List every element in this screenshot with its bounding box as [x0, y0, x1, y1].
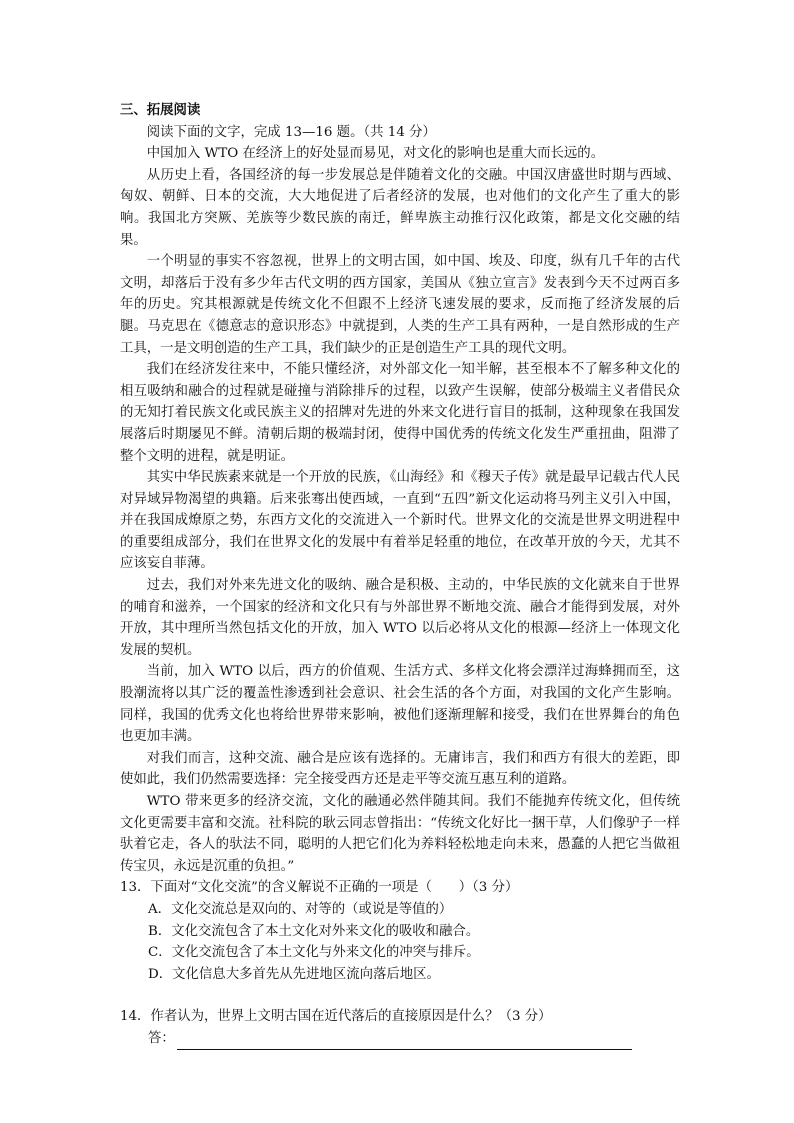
article-paragraph: 当前，加入 WTO 以后，西方的价值观、生活方式、多样文化将会漂洋过海蜂拥而至，这股潮流将以其广泛的覆盖性渗透到社会意识、社会生活的各个方面，对我国的文化产生影响。同样，我国的优秀文化也将给世界带来影响，被他们逐渐理解和接受，我们在世界舞台的角色也更加丰满。: [120, 664, 680, 745]
question-13: [120, 877, 680, 985]
article-paragraph: 一个明显的事实不容忽视，世界上的文明古国，如中国、埃及、印度，纵有几千年的古代文明，却落后于没有多少年古代文明的西方国家，美国从《独立宣言》发表到今天不过两百多年的历史。究其根源就是传统文化不但跟不上经济飞速发展的要求，反而拖了经济发展的后腿。马克思在《德意志的意识形态》中就提到，人类的生产工具有两种，一是自然形成的生产工具，一是文明创造的生产工具，我们缺少的正是创造生产工具的现代文明。: [120, 254, 680, 356]
question-13-stem: 13．下面对“文化交流”的含义解说不正确的一项是（ ）（3 分）: [120, 880, 519, 896]
option-b[interactable]: B．文化交流包含了本土文化对外来文化的吸收和融合。: [148, 923, 480, 939]
answer-label: 答：: [148, 1030, 175, 1046]
article-paragraph: 过去，我们对外来先进文化的吸纳、融合是积极、主动的，中华民族的文化就来自于世界的哺育和滋养，一个国家的经济和文化只有与外部世界不断地交流、融合才能得到发展，对外开放，其中理所当然包括文化的开放，加入 WTO 以后必将从文化的根源—经济上一体现文化发展的契机。: [120, 578, 680, 658]
section-instruction: 阅读下面的文字，完成 13—16 题。（共 14 分）: [146, 124, 436, 140]
question-14-answer-row: [120, 1028, 680, 1050]
question-14: [120, 1006, 680, 1049]
article-paragraph: WTO 带来更多的经济交流，文化的融通必然伴随其间。我们不能抛弃传统文化，但传统文化更需要丰富和交流。社科院的耿云同志曾指出：“传统文化好比一捆干草，人们像驴子一样驮着它走，各人的驮法不同，聪明的人把它们化为养料轻松地走向未来，愚蠢的人把它当做祖传宝贝，永远是沉重的负担。”: [120, 794, 680, 874]
article-paragraph: 对我们而言，这种交流、融合是应该有选择的。无庸讳言，我们和西方有很大的差距，即使如此，我们仍然需要选择：完全接受西方还是走平等交流互惠互利的道路。: [120, 750, 680, 788]
question-14-stem: 14．作者认为，世界上文明古国在近代落后的直接原因是什么？（3 分）: [120, 1009, 552, 1025]
option-c[interactable]: C．文化交流包含了本土文化与外来文化的冲突与排斥。: [148, 945, 480, 961]
exam-page: [120, 100, 680, 1050]
question-13-options: [120, 899, 680, 985]
article-paragraph: 其实中华民族素来就是一个开放的民族，《山海经》和《穆天子传》就是最早记载古代人民对异域异物渴望的典籍。后来张骞出使西域，一直到“五四”新文化运动将马列主义引入中国，并在我国成燎原之势，东西方文化的交流进入一个新时代。世界文化的交流是世界文明进程中的重要组成部分，我们在世界文化的发展中有着举足轻重的地位，在改革开放的今天，尤其不应该妄自菲薄。: [120, 470, 680, 572]
option-a[interactable]: A．文化交流总是双向的、对等的（或说是等值的）: [148, 901, 453, 917]
reading-article: [120, 143, 680, 877]
article-paragraph: 从历史上看，各国经济的每一步发展总是伴随着文化的交融。中国汉唐盛世时期与西域、匈奴、朝鲜、日本的交流，大大地促进了后者经济的发展，也对他们的文化产生了重大的影响。我国北方突厥、羌族等少数民族的南迁，鲜卑族主动推行汉化政策，都是文化交融的结果。: [120, 167, 680, 248]
article-paragraph: 我们在经济发往来中，不能只懂经济，对外部文化一知半解，甚至根本不了解多种文化的相互吸纳和融合的过程就是碰撞与消除排斥的过程，以致产生误解，使部分极端主义者借民众的无知打着民族文化或民族主义的招牌对先进的外来文化进行盲目的抵制，这种现象在我国发展落后时期屡见不鲜。清朝后期的极端封闭，使得中国优秀的传统文化发生严重扭曲，阻滞了整个文明的进程，就是明证。: [120, 362, 680, 464]
spacer: [120, 985, 680, 1006]
answer-line[interactable]: [177, 1033, 632, 1050]
option-d[interactable]: D．文化信息大多首先从先进地区流向落后地区。: [148, 966, 440, 982]
section-title: 三、拓展阅读: [120, 103, 201, 118]
article-paragraph: 中国加入 WTO 在经济上的好处显而易见，对文化的影响也是重大而长远的。: [146, 146, 605, 162]
